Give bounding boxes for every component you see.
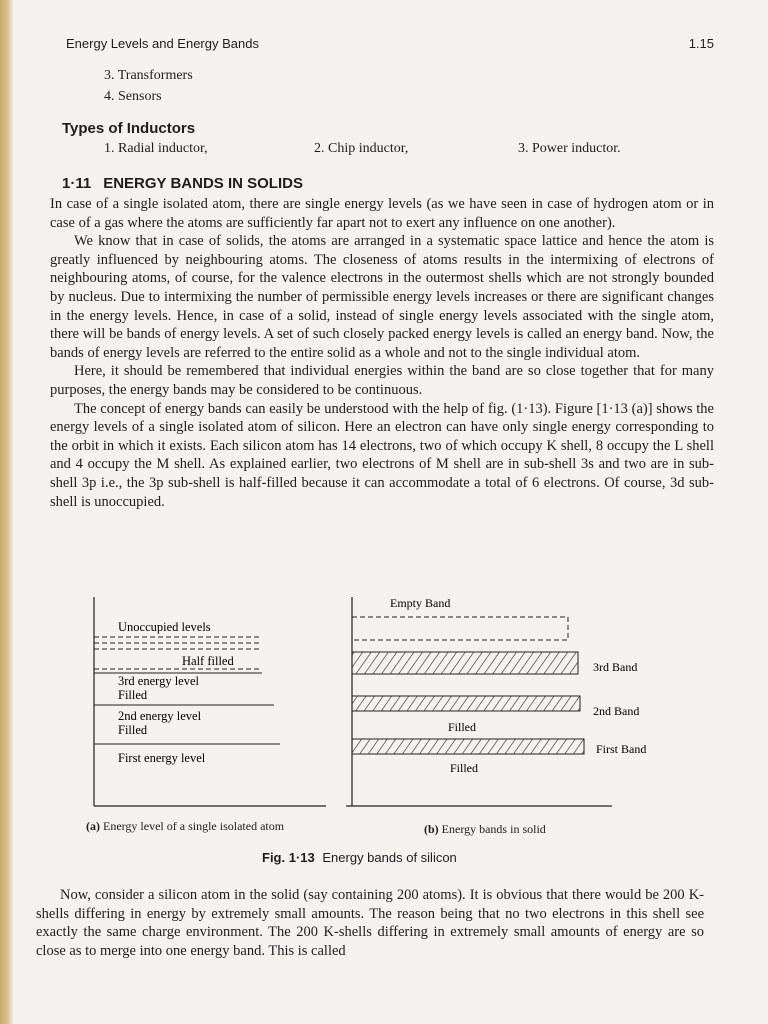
caption-text: Energy level of a single isolated atom (103, 819, 285, 833)
caption-tag: (a) (86, 819, 100, 833)
running-header (66, 36, 714, 51)
label-unoccupied-levels: Unoccupied levels (118, 620, 211, 634)
body-text (50, 195, 714, 511)
empty-band-rect (352, 617, 568, 640)
chapter-title: Energy Levels and Energy Bands (66, 36, 259, 51)
label-second-filled: Filled (448, 720, 477, 734)
label-half-filled: Half filled (182, 654, 234, 668)
inductors-heading: Types of Inductors (62, 120, 196, 137)
figure-a-energy-levels (84, 592, 334, 812)
paragraph: The concept of energy bands can easily be understood with the help of fig. (1·13). Figure [1·13 (a)] shows the energy levels of a single isolated atom of silicon. Here an electron can have only single energy corresponding to the orbit in which it exists. Each silicon atom has 14 electrons, two of which occupy K shell, 8 occupy the L shell and 4 occupy the M shell. As explained earlier, two electrons of M shell are in sub-shell 3s and two are in sub-shell 3p i.e., the 3p sub-shell is half-filled because it can accommodate a total of 6 electrons. Of course, 3d sub-shell is unoccupied. (50, 400, 714, 510)
label-third-band: 3rd Band (593, 660, 638, 674)
inductor-item-chip: 2. Chip inductor, (314, 141, 409, 156)
page-number: 1.15 (688, 36, 714, 51)
third-band-rect (352, 652, 578, 674)
inductor-item-radial: 1. Radial inductor, (104, 141, 208, 156)
label-second-band: 2nd Band (593, 704, 640, 718)
figure-b-caption (424, 822, 546, 837)
paragraph: Here, it should be remembered that individual energies within the band are so close together that for many purposes, the energy bands may be considered to be continuous. (50, 363, 714, 398)
list-item: 4. Sensors (104, 89, 162, 104)
label-third-level: 3rd energy level (118, 674, 199, 688)
inductor-item-power: 3. Power inductor. (518, 141, 621, 156)
section-heading (62, 175, 303, 192)
label-first-filled: Filled (450, 761, 479, 775)
figure-a-caption (86, 819, 284, 834)
section-title: ENERGY BANDS IN SOLIDS (103, 175, 303, 192)
figure-label: Fig. 1·13 (262, 850, 315, 865)
label-first-level: First energy level (118, 751, 206, 765)
paragraph: In case of a single isolated atom, there are single energy levels (as we have seen in case of hydrogen atom or in case of a gas where the atoms are sufficiently far apart not to exert any influence on one another). (50, 196, 714, 231)
figure-b-energy-bands (336, 592, 666, 812)
list-item: 3. Transformers (104, 68, 193, 83)
label-empty-band: Empty Band (390, 596, 451, 610)
figure-caption-text: Energy bands of silicon (322, 850, 457, 865)
label-third-filled: Filled (118, 688, 148, 702)
caption-tag: (b) (424, 822, 439, 836)
figure-caption (262, 850, 457, 865)
paragraph: We know that in case of solids, the atoms are arranged in a systematic space lattice and hence the atom is greatly influenced by neighbouring atoms. The closeness of atoms results in the intermixing of electrons of neighbouring atoms, of course, for the valence electrons in the outermost shells which are not strongly bounded by nucleus. Due to intermixing the number of permissible energy levels increases or there are significant changes in the energy levels. Hence, in case of a solid, instead of single energy levels associated with the single atom, there will be bands of energy levels. A set of such closely packed energy levels is called an energy band. Now, the bands of energy levels are referred to the entire solid as a whole and not to the single individual atom. (50, 233, 714, 361)
label-first-band: First Band (596, 742, 647, 756)
section-number: 1·11 (62, 175, 92, 192)
caption-text: Energy bands in solid (441, 822, 546, 836)
first-band-rect (352, 739, 584, 754)
book-binding-edge (0, 0, 14, 1024)
label-second-filled: Filled (118, 723, 148, 737)
paragraph: Now, consider a silicon atom in the solid (say containing 200 atoms). It is obvious that there would be 200 K-shells differing in energy by extremely small amounts. The reason being that no two electrons in this shell see exactly the same charge environment. The 200 K-shells differing in extremely small amounts of energy are so close as to merge into one energy band. This is called (36, 887, 704, 959)
label-second-level: 2nd energy level (118, 709, 202, 723)
second-band-rect (352, 696, 580, 711)
closing-text (36, 886, 704, 960)
